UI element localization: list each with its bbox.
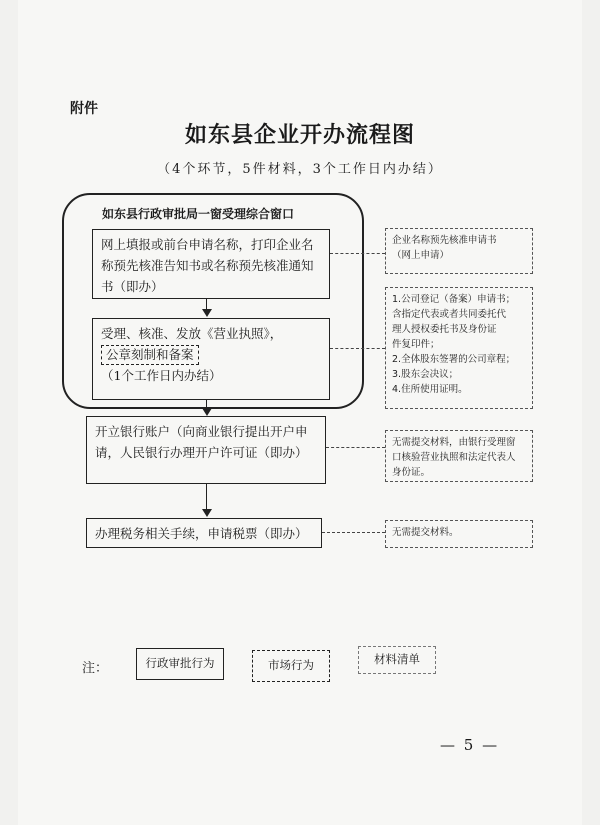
page-title: 如东县企业开办流程图 bbox=[184, 122, 415, 148]
materials-tax: 无需提交材料。 bbox=[385, 520, 533, 548]
step-name-application: 网上填报或前台申请名称，打印企业名称预先核准告知书或名称预先核准通知书（即办） bbox=[92, 229, 330, 299]
step-tax: 办理税务相关手续，申请税票（即办） bbox=[86, 518, 322, 548]
step-bank-account: 开立银行账户（向商业银行提出开户申请，人民银行办理开户许可证（即办） bbox=[86, 416, 326, 484]
arrow-1-2-head bbox=[202, 309, 212, 317]
legend-note-label: 注： bbox=[82, 661, 109, 676]
arrow-3-4 bbox=[206, 484, 207, 510]
connector-step1-materials bbox=[330, 253, 385, 254]
step-license-text: 受理、核准、发放《营业执照》， bbox=[101, 326, 283, 341]
one-window-title: 如东县行政审批局一窗受理综合窗口 bbox=[102, 207, 295, 221]
legend-material-list: 材料清单 bbox=[358, 646, 436, 674]
arrow-3-4-head bbox=[202, 509, 212, 517]
materials-name-application: 企业名称预先核准申请书 （网上申请） bbox=[385, 228, 533, 274]
materials-bank-account: 无需提交材料，由银行受理窗 口核验营业执照和法定代表人 身份证。 bbox=[385, 430, 533, 482]
connector-step4-materials bbox=[322, 532, 385, 533]
step-license-issuance bbox=[92, 318, 330, 400]
arrow-2-3-head bbox=[202, 408, 212, 416]
materials-registration: 1.公司登记（备案）申请书； 含指定代表或者共同委托代 理人授权委托书及身份证 件复印件； 2.全体股东签署的公司章程； 3.股东会决议； 4.住所使用证明。 bbox=[385, 287, 533, 409]
page-subtitle: （4个环节，5件材料，3个工作日内办结） bbox=[157, 162, 443, 177]
legend-admin-approval: 行政审批行为 bbox=[136, 648, 224, 680]
legend-market-behavior: 市场行为 bbox=[252, 650, 330, 682]
step-license-duration: （1个工作日内办结） bbox=[101, 368, 222, 383]
connector-step3-materials bbox=[326, 447, 385, 448]
connector-step2-materials bbox=[330, 348, 385, 349]
attachment-label: 附件 bbox=[70, 101, 98, 117]
page-number: — 5 — bbox=[440, 736, 500, 754]
step-seal-market-box: 公章刻制和备案 bbox=[101, 345, 199, 365]
